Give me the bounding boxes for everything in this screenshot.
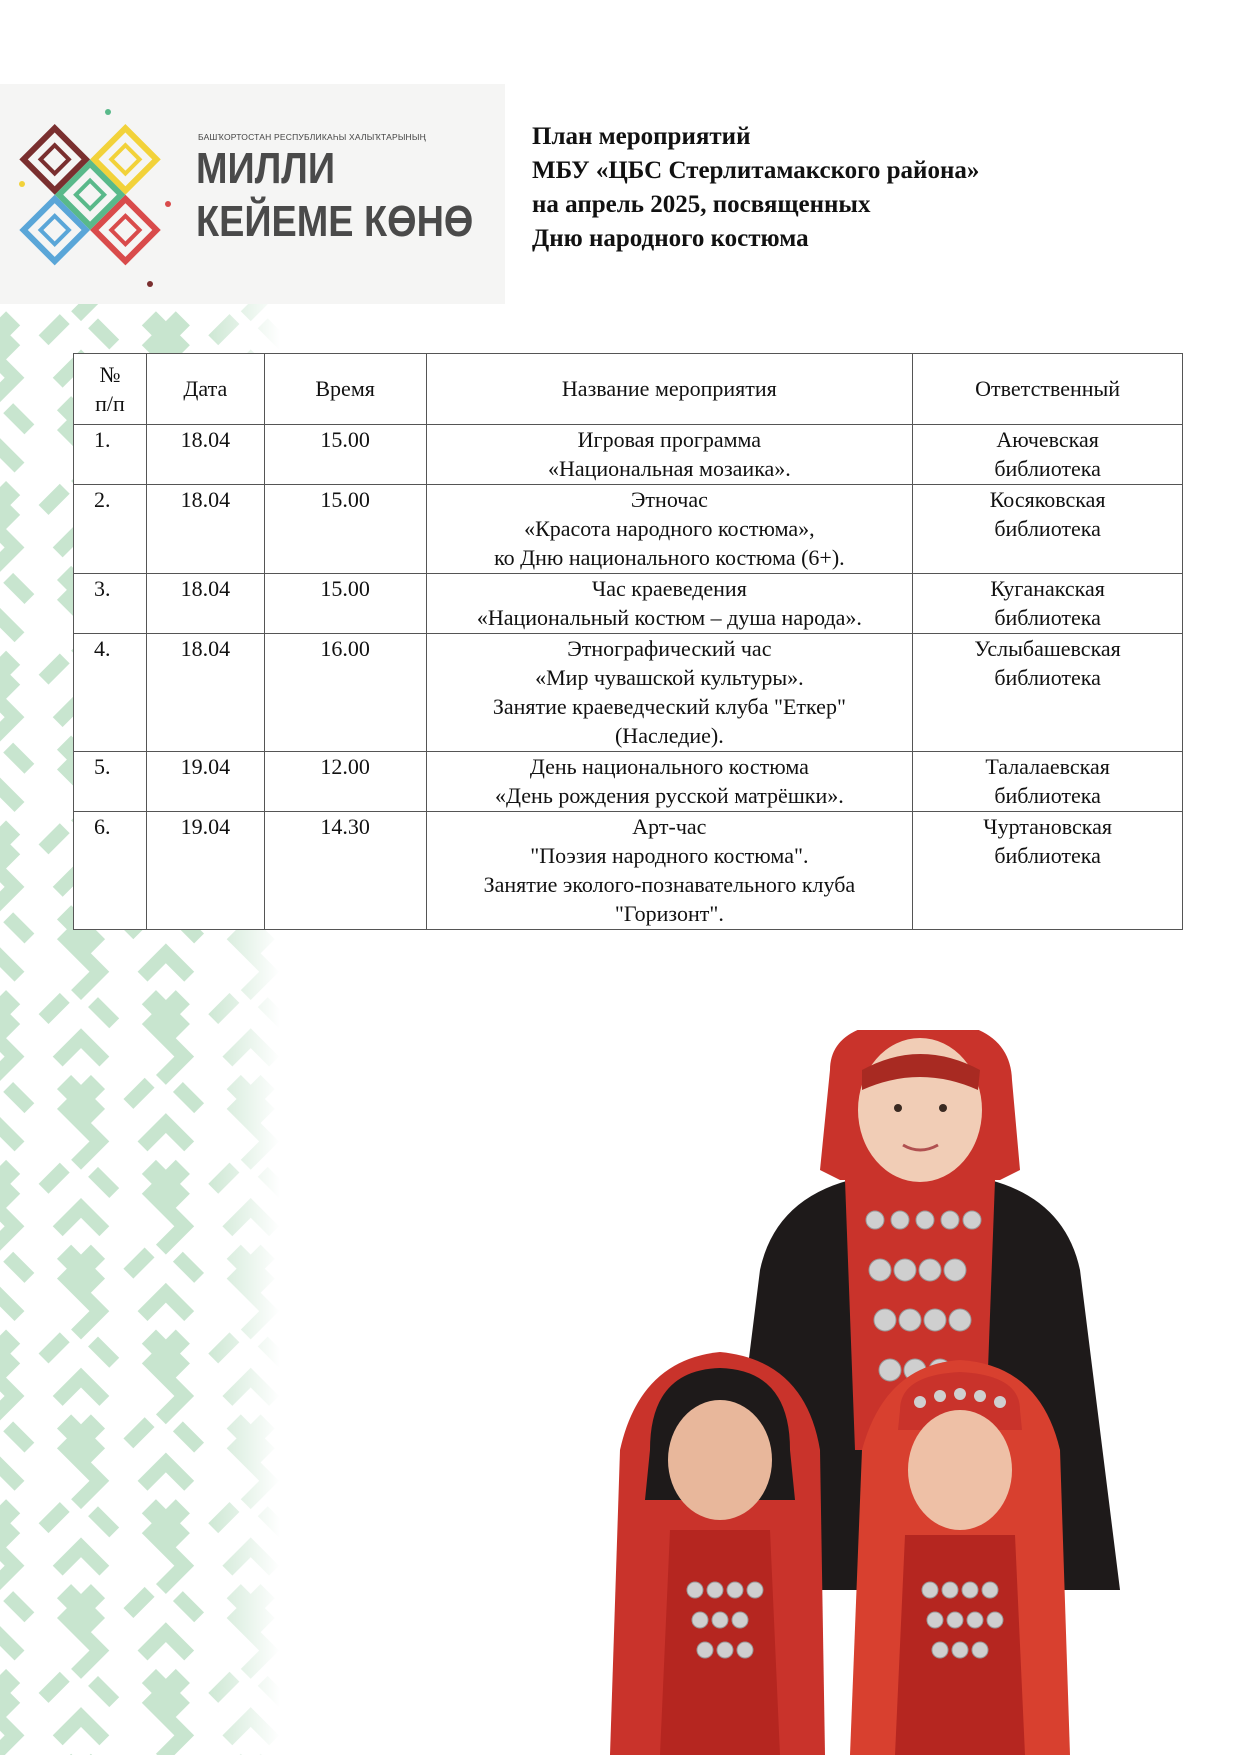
row-responsible (913, 485, 1183, 574)
row-responsible (913, 634, 1183, 752)
event-title-line: Занятие эколого-познавательного клуба (483, 872, 856, 897)
header-num-line1: № (99, 361, 121, 387)
row-responsible (913, 425, 1183, 485)
responsible-line: библиотека (994, 665, 1101, 690)
event-title-line: (Наследие). (614, 723, 724, 748)
responsible-line: Косяковская (989, 487, 1106, 512)
responsible-line: Аючевская (996, 427, 1099, 452)
logo-block (0, 84, 505, 304)
table-row (74, 812, 1183, 930)
header-num (74, 354, 147, 425)
row-time: 15.00 (264, 574, 426, 634)
row-responsible (913, 574, 1183, 634)
plan-title-line: План мероприятий (532, 123, 751, 150)
row-event-title (426, 574, 913, 634)
national-costume-photo (600, 1030, 1240, 1755)
row-date: 19.04 (146, 752, 264, 812)
row-number: 1. (74, 425, 147, 485)
event-title-line: Арт-час (632, 814, 707, 839)
row-event-title (426, 485, 913, 574)
header-date: Дата (146, 354, 264, 425)
row-number: 2. (74, 485, 147, 574)
plan-title-line: МБУ «ЦБС Стерлитамакского района» (532, 157, 980, 184)
header-num-line2: п/п (95, 390, 125, 416)
row-date: 19.04 (146, 812, 264, 930)
event-title-line: «Красота народного костюма», (524, 516, 815, 541)
table-row (74, 752, 1183, 812)
table-header-row (74, 354, 1183, 425)
event-title-line: Час краеведения (591, 576, 747, 601)
row-time: 15.00 (264, 485, 426, 574)
plan-title-line: Дню народного костюма (532, 225, 809, 252)
event-title-line: "Поэзия народного костюма". (530, 843, 809, 868)
row-number: 6. (74, 812, 147, 930)
table-row (74, 425, 1183, 485)
row-date: 18.04 (146, 634, 264, 752)
header-time: Время (264, 354, 426, 425)
table-row (74, 574, 1183, 634)
event-title-line: Занятие краеведческий клуба "Еткер" (492, 694, 846, 719)
event-title-line: Этнографический час (567, 636, 772, 661)
row-number: 5. (74, 752, 147, 812)
row-number: 4. (74, 634, 147, 752)
event-title-line: Игровая программа (577, 427, 762, 452)
event-title-line: "Горизонт". (614, 901, 724, 926)
row-time: 15.00 (264, 425, 426, 485)
row-event-title (426, 812, 913, 930)
logo-subtitle: БАШҠОРТОСТАН РЕСПУБЛИКАҺЫ ХАЛЫҠТАРЫНЫҢ (198, 132, 426, 142)
responsible-line: Талалаевская (985, 754, 1110, 779)
responsible-line: Куганакская (990, 576, 1105, 601)
event-title-line: «Национальная мозаика». (547, 456, 791, 481)
row-number: 3. (74, 574, 147, 634)
logo-name-line1: МИЛЛИ (196, 144, 336, 193)
responsible-line: библиотека (994, 605, 1101, 630)
event-title-line: День национального костюма (529, 754, 809, 779)
responsible-line: Чуртановская (983, 814, 1112, 839)
row-event-title (426, 425, 913, 485)
responsible-line: Услыбашевская (974, 636, 1121, 661)
logo-name-line2: КЕЙЕМЕ КӨНӨ (196, 197, 474, 246)
row-responsible (913, 752, 1183, 812)
table-row (74, 634, 1183, 752)
row-date: 18.04 (146, 574, 264, 634)
row-date: 18.04 (146, 425, 264, 485)
responsible-line: библиотека (994, 516, 1101, 541)
plan-title-line: на апрель 2025, посвященных (532, 191, 871, 218)
row-event-title (426, 752, 913, 812)
responsible-line: библиотека (994, 456, 1101, 481)
event-title-line: Этночас (630, 487, 708, 512)
event-title-line: «Мир чувашской культуры». (535, 665, 804, 690)
plan-title (532, 120, 979, 256)
event-title-line: «Национальный костюм – душа народа». (476, 605, 862, 630)
logo-ornament-icon (0, 84, 190, 304)
responsible-line: библиотека (994, 843, 1101, 868)
row-event-title (426, 634, 913, 752)
row-time: 16.00 (264, 634, 426, 752)
table-row (74, 485, 1183, 574)
row-responsible (913, 812, 1183, 930)
header-title: Название мероприятия (426, 354, 913, 425)
header-responsible: Ответственный (913, 354, 1183, 425)
row-time: 12.00 (264, 752, 426, 812)
events-table (73, 353, 1183, 930)
row-date: 18.04 (146, 485, 264, 574)
responsible-line: библиотека (994, 783, 1101, 808)
row-time: 14.30 (264, 812, 426, 930)
event-title-line: «День рождения русской матрёшки». (495, 783, 844, 808)
event-title-line: ко Дню национального костюма (6+). (494, 545, 845, 570)
